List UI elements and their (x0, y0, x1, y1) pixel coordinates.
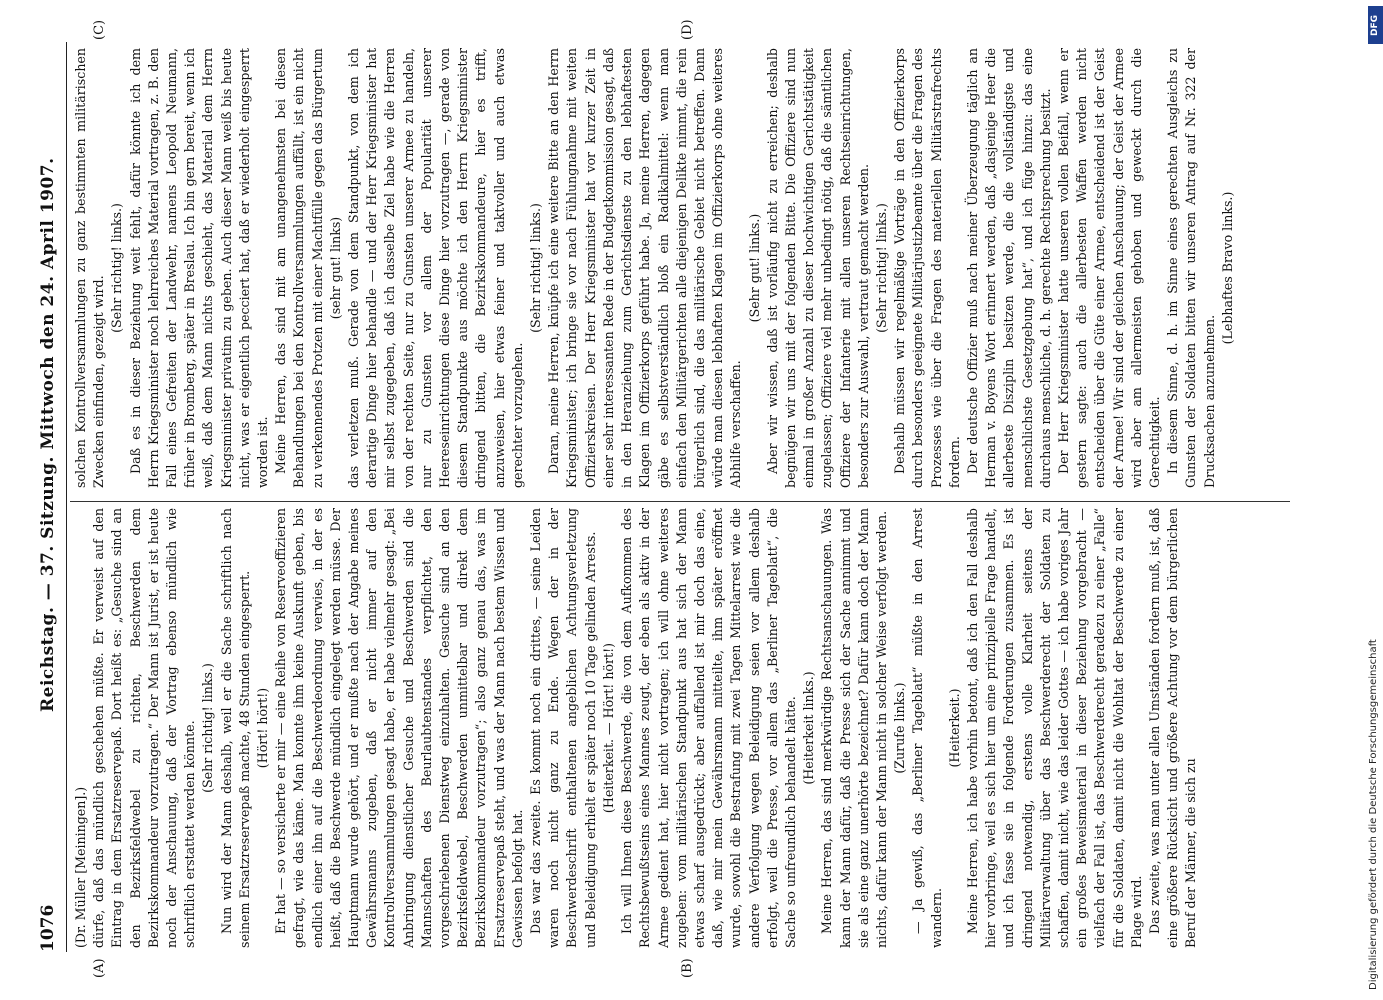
paragraph: Das war das zweite. Es kommt noch ein drittes, — seine Leiden waren noch nicht ganz zu Ende. Wegen der in der Beschwerdeschrift enthaltenen angeblichen Achtungsverletzung und Beleidigung erhielt er später noch 10 Tage gelinden Arrests. (528, 508, 598, 948)
interjection: (Hört! hört!) (255, 687, 271, 769)
interjection: (Lebhaftes Bravo links.) (1219, 191, 1235, 345)
paragraph: Nun wird der Mann deshalb, weil er die Sache schriftlich nach seinem Ersatzreservepaß machte, 48 Stunden eingesperrt. (218, 508, 252, 948)
page-number: 1076 (38, 904, 58, 952)
paragraph: Meine Herren, das sind mit am unangenehmsten bei diesen Behandlungen bei den Kontrollversammlungen auffällt, ist ein nicht zu verkennendes Protzen mit einer Machtfülle gegen das Bürgertum (273, 48, 325, 488)
margin-mark-b: (B) (680, 958, 695, 978)
paragraph: — Ja gewiß, das „Berliner Tageblatt“ müßte in den Arrest wandern. (910, 508, 944, 948)
interjection: (Sehr richtig! links.) (873, 203, 889, 333)
interjection: (Sehr richtig! links.) (200, 663, 216, 793)
running-head: Reichstag. — 37. Sitzung. Mittwoch den 24. April 1907. (38, 157, 58, 712)
header-rule (66, 42, 67, 952)
paragraph: Ich will Ihnen diese Beschwerde, die von dem Aufkommen des Rechtsbewußtseins eines Mannes zeugt, der eben als aktiv in der Armee gedient hat, hier nicht vortragen; ich will ohne weiteres zugeben: vom militärischen Standpunkt aus hat sich der Mann etwas scharf ausgedrückt; aber auffallend ist mir doch das eine, daß, wie mir mein Gewährsmann mitteilte, ihm später eröffnet wurde, sowohl die Bestrafung mit zwei Tagen Mittelarrest wie die andere Verfolgung wegen Beleidigung seien vor allem deshalb erfolgt, weil die Presse, vor allem das „Berliner Tageblatt“, die Sache so unfreundlich behandelt hätte. (619, 508, 798, 948)
right-column (72, 48, 1287, 488)
paragraph: Er hat — so versicherte er mir — eine Reihe von Reserveoffizieren gefragt, wie das käme. Man konnte ihm keine Auskunft geben, bis endlich einer ihn auf die Beschwerdeordnung verwies, in der es heißt, daß die Beschwerde mündlich eingelegt werden müsse. Der Hauptmann wurde gehört, und er mußte nach der Angabe meines Gewährsmanns zugeben, daß er nicht immer auf den Kontrollversammlungen gesagt habe, er habe vielmehr gesagt: „Bei Anbringung dienstlicher Gesuche und Beschwerden sind die Mannschaften des Beurlaubtenstandes verpflichtet, den vorgeschriebenen Dienstweg einzuhalten. Gesuche sind an den Bezirksfeldwebel, Beschwerden unmittelbar und direkt dem Bezirkskommandeur vorzutragen“; also ganz genau das, was im Ersatzreservepaß steht, und was der Mann nach bestem Wissen und Gewissen befolgt hat. (273, 508, 525, 948)
column-divider (70, 501, 1290, 502)
left-column (72, 508, 1287, 948)
interjection: (Heiterkeit.) (946, 688, 962, 768)
paragraph: solchen Kontrollversammlungen zu ganz bestimmten militärischen Zwecken einfinden, gezeigt wird. (73, 48, 107, 488)
paragraph: Aber wir wissen, daß ist vorläufig nicht zu erreichen; deshalb begnügen wir uns mit der folgenden Bitte. Die Offiziere sind nun einmal in großer Anzahl zu dieser hochwichtigen Gerichtstätigkeit zugelassen; Offiziere viel mehr unbedingt nötig, daß die sämtlichen Offiziere der Infanterie mit allen unseren Rechtseinrichtungen, besonders zur Auswahl, vertraut gemacht werden. (764, 48, 871, 488)
paragraph: Der deutsche Offizier muß nach meiner Überzeugung täglich an Herman v. Boyens Wort erinnert werden, daß „dasjenige Heer die allerbeste Disziplin besitzen werde, die die vollständigste und menschlichste Gesetzgebung hat“, und ich füge hinzu: das eine durchaus menschliche, d. h. gerechte Rechtsprechung besitzt. (964, 48, 1053, 488)
margin-mark-d: (D) (680, 19, 695, 40)
speaker-label: (Dr. Müller [Meiningen].) (73, 786, 88, 948)
interjection: (sehr gut! links) (327, 216, 343, 320)
interjection: (Sehr gut! links.) (746, 213, 762, 323)
page-header (38, 42, 64, 952)
interjection: (Zurufe links.) (892, 682, 908, 774)
interjection: (Sehr richtig! links.) (528, 203, 544, 333)
paragraph: Meine Herren, das sind merkwürdige Rechtsanschauungen. Was kann der Mann dafür, daß die Presse sich der Sache annimmt und sie als eine ganz unerhörte bezeichnet? Dafür kann doch der Mann nichts, dafür kann der Mann nicht in solcher Weise verfolgt werden. (819, 508, 889, 948)
paragraph: Das zweite, was man unter allen Umständen fordern muß, ist, daß eine größere Rücksicht und größere Achtung vor dem bürgerlichen Beruf der Männer, die sich zu (1146, 508, 1199, 948)
digitization-credit: Digitalisierung gefördert durch die Deutsche Forschungsgemeinschaft (1368, 639, 1379, 990)
interjection: (Heiterkeit. — Hört! hört!) (600, 642, 616, 814)
margin-mark-a: (A) (92, 958, 107, 978)
paragraph: Meine Herren, ich habe vorhin betont, daß ich den Fall deshalb hier vorbringe, weil es sich hier um eine prinzipielle Frage handelt, und ich fasse sie in folgende Forderungen zusammen. Es ist dringend notwendig, erstens volle Klarheit seitens der Militärverwaltung über das Beschwerderecht der Soldaten zu schaffen, damit nicht, wie das leider Gottes — ich habe voriges Jahr ein großes Beweismaterial in dieser Beziehung vorgebracht — vielfach der Fall ist, das Beschwerderecht geradezu zu einer „Falle“ für die Soldaten, damit nicht die Wohltat der Beschwerde zu einer Plage wird. (964, 508, 1144, 948)
paragraph: Daß es in dieser Beziehung weit fehlt, dafür könnte ich dem Herrn Kriegsminister noch lehrreiches Material vortragen, z. B. den Fall eines Gefreiten der Landwehr, namens Leopold Neumann, früher in Bromberg, später in Breslau. Ich bin gern bereit, wenn ich weiß, daß dem Mann nichts geschieht, das Material dem Herrn Kriegsminister privatim zu geben. Auch dieser Mann weiß bis heute nicht, was er eigentlich pecciert hat, daß er wiederholt eingesperrt worden ist. (127, 48, 271, 488)
paragraph: In diesem Sinne, d. h. im Sinne eines gerechten Ausgleichs zu Gunsten der Soldaten bitten wir unseren Antrag auf Nr. 322 der Drucksachen anzunehmen. (1165, 48, 1217, 488)
paragraph: Deshalb müssen wir regelmäßige Vorträge in den Offizierkorps durch besonders geeignete Militärjustizbeamte über die Fragen des Prozesses wie über die Fragen des materiellen Militärstrafrechts fordern. (892, 48, 962, 488)
paragraph: das verletzen muß. Gerade von dem Standpunkt, von dem ich derartige Dinge hier behandle — und der Herr Kriegsminister hat mir selbst zugegeben, daß ich dasselbe Ziel habe wie die Herren von der rechten Seite, nur zu Gunsten unserer Armee zu handeln, nur zu Gunsten vor allem der Popularität unserer Heereseinrichtungen diese Dinge hier vorzutragen —, gerade von diesem Standpunkte aus möchte ich den Herrn Kriegsminister dringend bitten, die Bezirkskommandeure, hier es trifft, anzuweisen, hier etwas feiner und taktvoller und auch etwas gerechter vorzugehen. (346, 48, 525, 488)
margin-mark-c: (C) (92, 19, 107, 40)
dfg-logo-text: DFG (1370, 14, 1380, 36)
interjection: (Heiterkeit links.) (801, 671, 817, 785)
paragraph: Daran, meine Herren, knüpfe ich eine weitere Bitte an den Herrn Kriegsminister; ich bringe sie vor nach Fühlungnahme mit weiten Offizierskreisen. Der Herr Kriegsminister hat vor kurzer Zeit in einer sehr interessanten Rede in der Budgetkommission gesagt, daß in den Heranziehung zum Gerichtsdienste zu den lebhaftesten Klagen im Offizierkorps geführt habe. Ja, meine Herren, dagegen gäbe es selbstverständlich bloß ein Radikalmittel: wenn man einfach den Militärgerichten alle diejenigen Delikte nimmt, die rein bürgerlich sind, die das militärische Gebiet nicht betreffen. Dann würde man diesen lebhaften Klagen im Offizierkorps ohne weiteres Abhilfe verschaffen. (546, 48, 744, 488)
interjection: (Sehr richtig! links.) (109, 203, 125, 333)
paragraph: dürfe, daß das mündlich geschehen müßte. Er verweist auf den Eintrag in dem Ersatzreservepaß. Dort heißt es: „Gesuche sind an den Bezirksfeldwebel zu richten, Beschwerden dem Bezirkskommandeur vorzutragen.“ Der Mann ist Jurist, er ist heute noch der Anschauung, daß der Vortrag ebenso mündlich wie schriftlich erstattet werden könnte. (91, 508, 198, 948)
paragraph: Der Herr Kriegsminister hatte unseren vollen Beifall, wenn er gestern sagte: auch die allerbesten Waffen werden nicht entscheiden über die Güte einer Armee, entscheidend ist der Geist der Armee! Wir sind der gleichen Anschauung; der Geist der Armee wird aber am allermeisten gehoben und geweckt durch die Gerechtigkeit. (1055, 48, 1162, 488)
